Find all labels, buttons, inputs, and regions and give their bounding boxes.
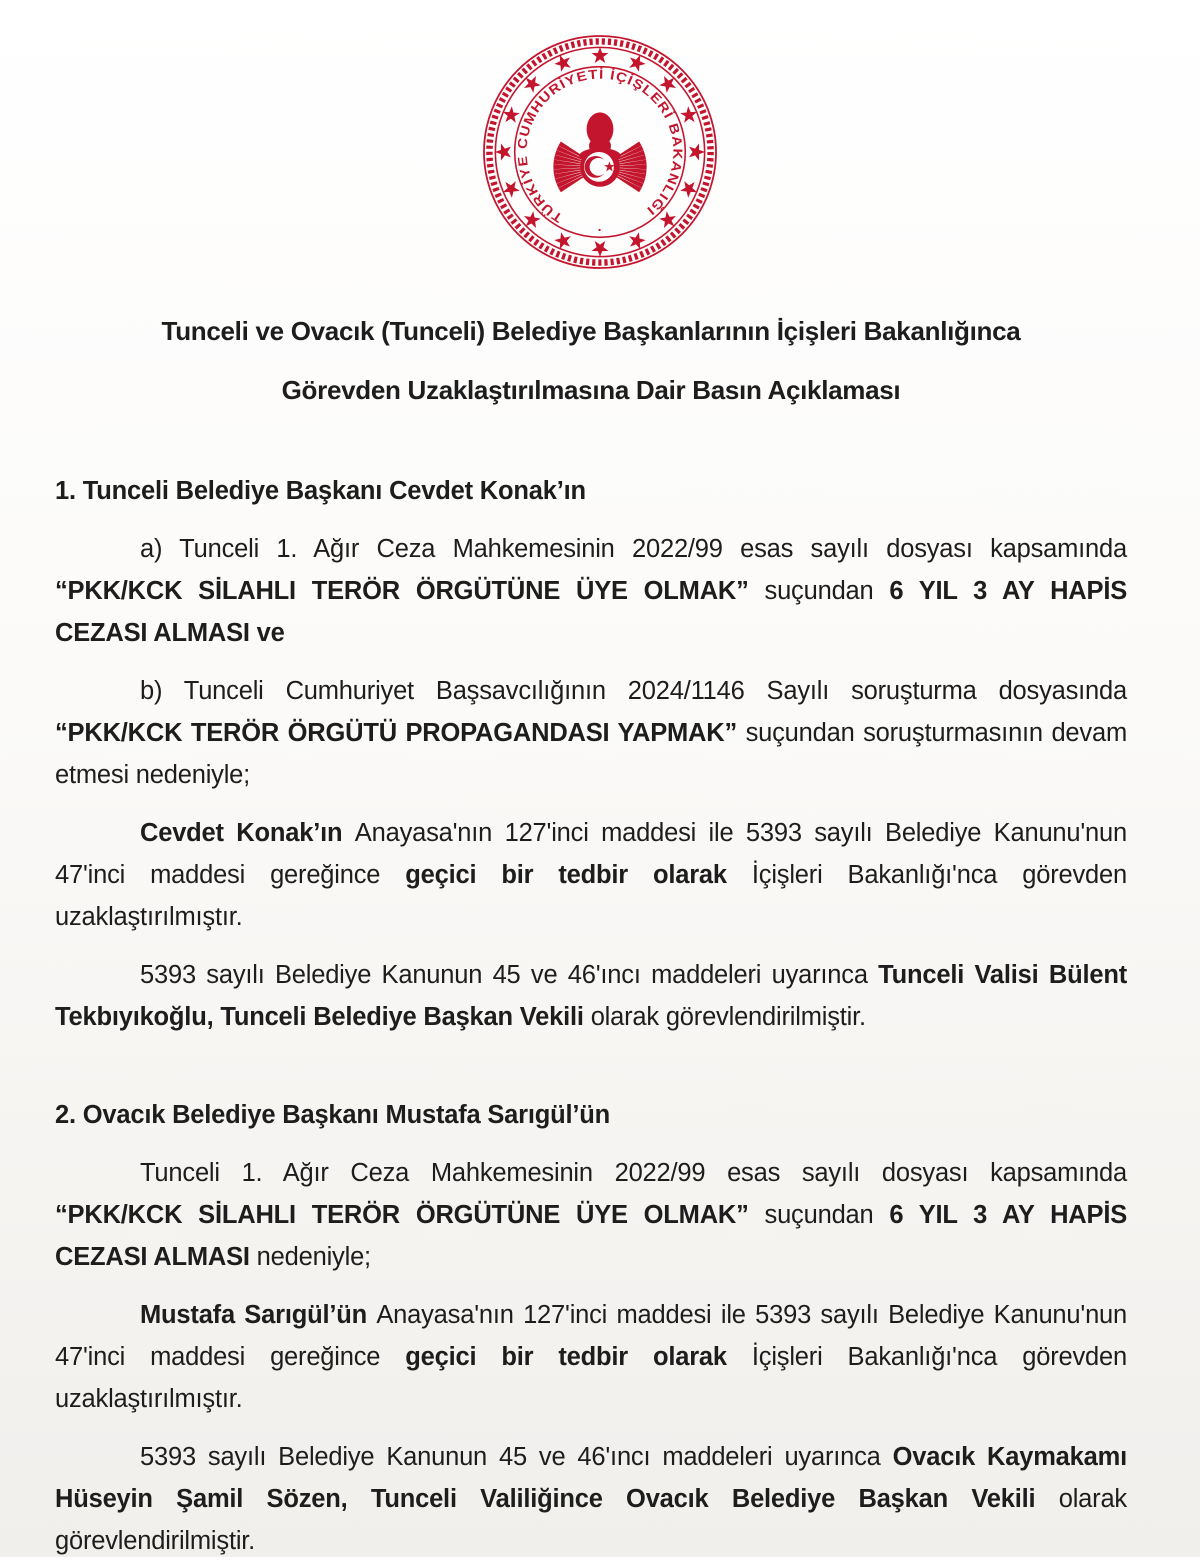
bold-text-run: “PKK/KCK TERÖR ÖRGÜTÜ PROPAGANDASI YAPMAK” — [55, 719, 738, 747]
section-1-heading: 1. Tunceli Belediye Başkanı Cevdet Konak’ın — [55, 477, 586, 505]
text-run: 5393 sayılı Belediye Kanunun 45 ve 46'ıncı maddeleri uyarınca — [140, 1443, 893, 1471]
bold-text-run: “PKK/KCK SİLAHLI TERÖR ÖRGÜTÜNE ÜYE OLMAK” — [55, 1201, 749, 1229]
section-1-paragraph-appointment — [55, 954, 1127, 1038]
section-1-paragraph-removal — [55, 812, 1127, 938]
text-run: suçundan soruşturmasının devam etmesi nedeniyle; — [55, 719, 1127, 789]
section-2-paragraph-removal — [55, 1294, 1127, 1420]
title-line-1: Tunceli ve Ovacık (Tunceli) Belediye Başkanlarının İçişleri Bakanlığınca — [161, 316, 1021, 346]
text-run: suçundan — [748, 1201, 890, 1229]
section-2 — [55, 1094, 1127, 1562]
text-run: 5393 sayılı Belediye Kanunun 45 ve 46'ıncı maddeleri uyarınca — [140, 961, 879, 989]
bold-text-run: Tunceli Valisi Bülent Tekbıyıkoğlu, Tunceli Belediye Başkan Vekili — [55, 961, 1127, 1031]
section-2-paragraph-case — [55, 1152, 1127, 1278]
section-1 — [55, 470, 1127, 1038]
text-run: b) Tunceli Cumhuriyet Başsavcılığının 2024/1146 Sayılı soruşturma dosyasında — [140, 677, 1127, 705]
document-title — [55, 302, 1127, 420]
text-run: olarak görevlendirilmiştir. — [590, 1003, 866, 1031]
text-run: a) Tunceli 1. Ağır Ceza Mahkemesinin 2022/99 esas sayılı dosyası kapsamında — [140, 535, 1127, 563]
bold-text-run: Mustafa Sarıgül’ün — [140, 1301, 377, 1329]
bold-text-run: 6 YIL 3 AY HAPİS CEZASI ALMASI ve — [55, 577, 1128, 647]
bold-text-run: Ovacık Kaymakamı Hüseyin Şamil Sözen, Tunceli Valiliğince Ovacık Belediye Başkan Vekili — [55, 1443, 1127, 1513]
text-run: Tunceli 1. Ağır Ceza Mahkemesinin 2022/99 esas sayılı dosyası kapsamında — [140, 1159, 1127, 1187]
seal-bottom-dot: · — [597, 221, 603, 238]
section-2-paragraph-appointment — [55, 1436, 1127, 1562]
text-run: olarak görevlendirilmiştir. — [55, 1485, 1127, 1555]
section-1-paragraph-b — [55, 670, 1127, 796]
bold-text-run: Cevdet Konak’ın — [140, 819, 355, 847]
title-line-2: Görevden Uzaklaştırılmasına Dair Basın Açıklaması — [281, 375, 901, 405]
section-1-paragraph-a — [55, 528, 1127, 654]
section-2-heading: 2. Ovacık Belediye Başkanı Mustafa Sarıgül’ün — [55, 1101, 611, 1129]
text-run: nedeniyle; — [249, 1243, 371, 1271]
text-run: İçişleri Bakanlığı'nca görevden uzaklaştırılmıştır. — [55, 1343, 1127, 1413]
bold-text-run: geçici bir tedbir olarak — [405, 861, 752, 889]
text-run: İçişleri Bakanlığı'nca görevden uzaklaştırılmıştır. — [55, 861, 1127, 931]
text-run: Anayasa'nın 127'inci maddesi ile 5393 sayılı Belediye Kanunu'nun 47'inci maddesi gereğince — [55, 819, 1127, 889]
seal-ring-text: TÜRKİYE CUMHURİYETİ İÇİŞLERİ BAKANLIĞI — [514, 66, 686, 226]
bold-text-run: 6 YIL 3 AY HAPİS CEZASI ALMASI — [55, 1201, 1128, 1271]
bold-text-run: geçici bir tedbir olarak — [405, 1343, 752, 1371]
bold-text-run: “PKK/KCK SİLAHLI TERÖR ÖRGÜTÜNE ÜYE OLMAK” — [55, 577, 749, 605]
text-run: Anayasa'nın 127'inci maddesi ile 5393 sayılı Belediye Kanunu'nun 47'inci maddesi gereğince — [55, 1301, 1128, 1371]
ministry-of-interior-seal-icon — [481, 33, 719, 271]
text-run: suçundan — [748, 577, 890, 605]
